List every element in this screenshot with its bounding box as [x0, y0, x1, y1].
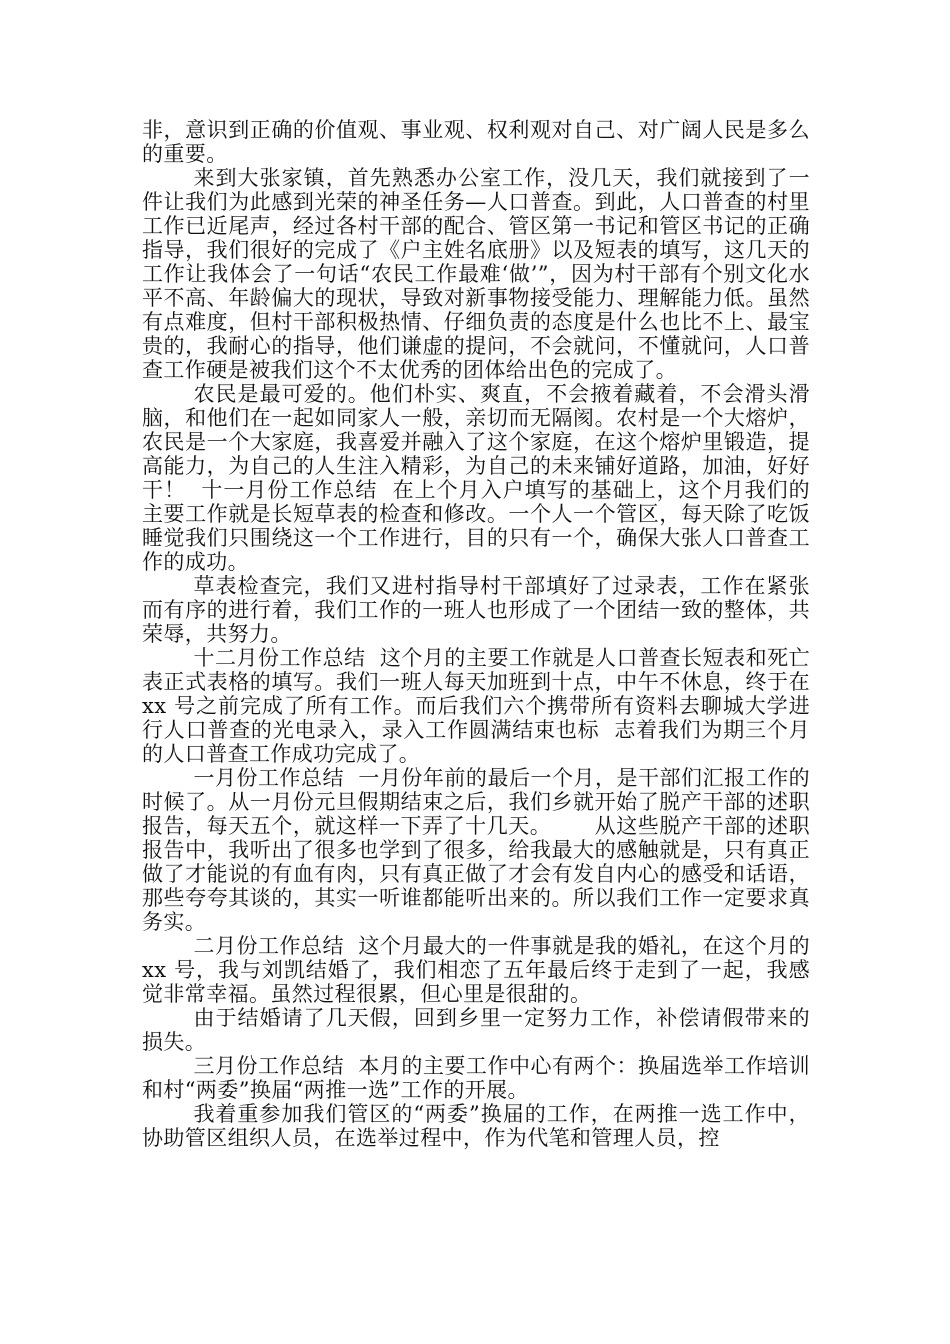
paragraph-7: 二月份工作总结 这个月最大的一件事就是我的婚礼，在这个月的 xx 号，我与刘凯结婚了，我们相恋了五年最后终于走到了一起，我感觉非常幸福。虽然过程很累，但心里是很甜的。 — [142, 934, 818, 1006]
paragraph-9: 三月份工作总结 本月的主要工作中心有两个：换届选举工作培训和村“两委”换届“两推一选”工作的开展。 — [142, 1054, 810, 1102]
paragraph-4: 草表检查完，我们又进村指导村干部填好了过录表，工作在紧张而有序的进行着，我们工作的一班人也形成了一个团结一致的整体，共荣辱，共努力。 — [142, 574, 810, 646]
paragraph-8: 由于结婚请了几天假，回到乡里一定努力工作，补偿请假带来的损失。 — [142, 1006, 810, 1054]
document-body — [142, 118, 818, 1150]
paragraph-5: 十二月份工作总结 这个月的主要工作就是人口普查长短表和死亡表正式表格的填写。我们一班人每天加班到十点，中午不休息，终于在 xx 号之前完成了所有工作。而后我们六个携带所有资料去聊城大学进行人口普查的光电录入，录入工作圆满结束也标 志着我们为期三个月的人口普查工作成功完成了。 — [142, 646, 818, 766]
paragraph-3: 农民是最可爱的。他们朴实、爽直，不会掖着藏着，不会滑头滑脑，和他们在一起如同家人一般，亲切而无隔阂。农村是一个大熔炉，农民是一个大家庭，我喜爱并融入了这个家庭，在这个熔炉里锻造，提高能力，为自己的人生注入精彩，为自己的未来铺好道路，加油，好好干！ 十一月份工作总结 在上个月入户填写的基础上，这个月我们的主要工作就是长短草表的检查和修改。一个人一个管区，每天除了吃饭睡觉我们只围绕这一个工作进行，目的只有一个，确保大张人口普查工作的成功。 — [142, 382, 810, 574]
paragraph-10: 我着重参加我们管区的“两委”换届的工作，在两推一选工作中，协助管区组织人员，在选举过程中，作为代笔和管理人员，控 — [142, 1102, 810, 1150]
paragraph-1: 非，意识到正确的价值观、事业观、权利观对自己、对广阔人民是多么的重要。 — [142, 118, 810, 166]
paragraph-2: 来到大张家镇，首先熟悉办公室工作，没几天，我们就接到了一件让我们为此感到光荣的神圣任务—人口普查。到此，人口普查的村里工作已近尾声，经过各村干部的配合、管区第一书记和管区书记的正确指导，我们很好的完成了《户主姓名底册》以及短表的填写，这几天的工作让我体会了一句话“农民工作最难‘做’”，因为村干部有个别文化水平不高、年龄偏大的现状，导致对新事物接受能力、理解能力低。虽然有点难度，但村干部积极热情、仔细负责的态度是什么也比不上、最宝贵的，我耐心的指导，他们谦虚的提问，不会就问，不懂就问，人口普查工作硬是被我们这个不太优秀的团体给出色的完成了。 — [142, 166, 810, 382]
paragraph-6: 一月份工作总结 一月份年前的最后一个月，是干部们汇报工作的时候了。从一月份元旦假期结束之后，我们乡就开始了脱产干部的述职报告，每天五个，就这样一下弄了十几天。 从这些脱产干部的述职报告中，我听出了很多也学到了很多，给我最大的感触就是，只有真正做了才能说的有血有肉，只有真正做了才会有发自内心的感受和话语，那些夸夸其谈的，其实一听谁都能听出来的。所以我们工作一定要求真务实。 — [142, 766, 810, 934]
